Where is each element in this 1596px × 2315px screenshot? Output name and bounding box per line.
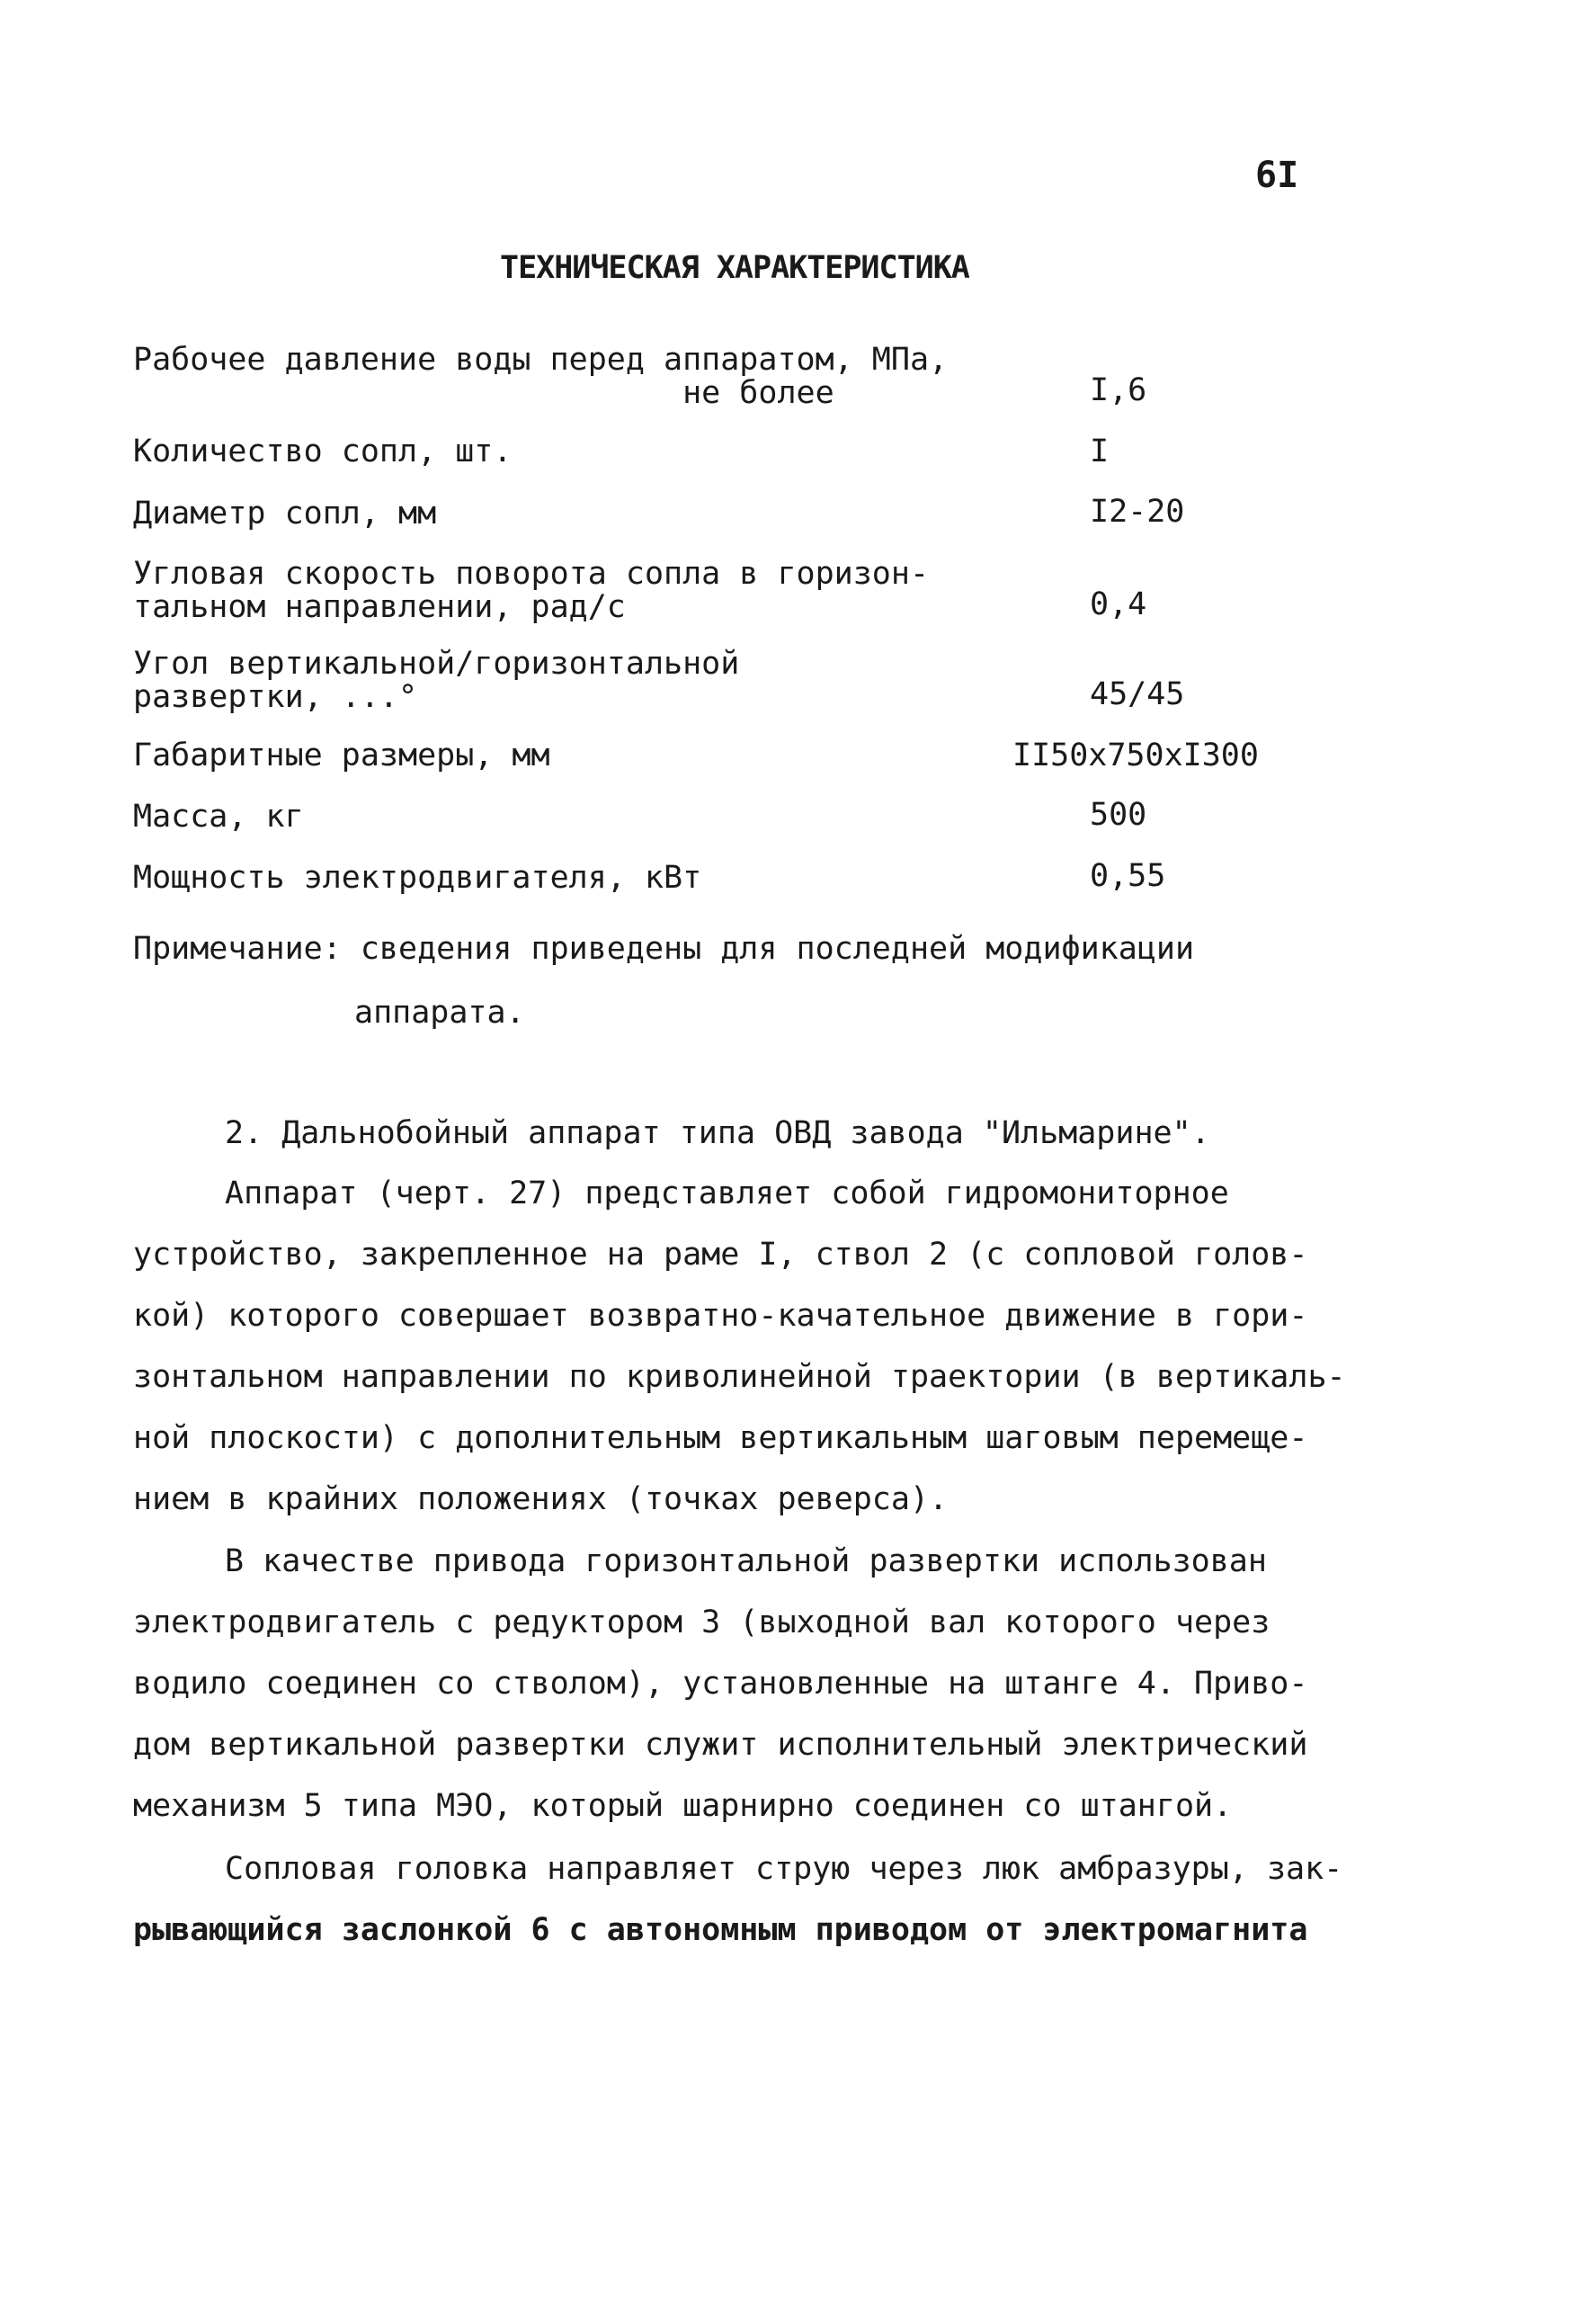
body-line: водило соединен со стволом), установленные на штанге 4. Приво- — [133, 1666, 1308, 1702]
body-line: нием в крайних положениях (точках реверса). — [133, 1481, 949, 1517]
body-line: рывающийся заслонкой 6 с автономным приводом от электромагнита — [133, 1912, 1308, 1948]
spec-value-nozzle-count: I — [1090, 434, 1110, 469]
body-line: электродвигатель с редуктором 3 (выходной вал которого через — [133, 1604, 1271, 1640]
spec-label-dimensions: Габаритные размеры, мм — [133, 737, 550, 773]
spec-value-dimensions: II50x750xI300 — [1012, 737, 1259, 773]
body-line: устройство, закрепленное на раме I, ствол 2 (с сопловой голов- — [133, 1237, 1308, 1273]
section-heading: ТЕХНИЧЕСКАЯ ХАРАКТЕРИСТИКА — [500, 250, 969, 286]
spec-value-sweep-angle: 45/45 — [1090, 676, 1185, 712]
spec-label-nozzle-diameter: Диаметр сопл, мм — [133, 496, 437, 532]
spec-value-mass: 500 — [1090, 797, 1147, 833]
body-line: Аппарат (черт. 27) представляет собой гидромониторное — [225, 1175, 1229, 1211]
spec-label-mass: Масса, кг — [133, 799, 304, 835]
spec-label-pressure: Рабочее давление воды перед аппаратом, МПа, не более — [133, 342, 949, 411]
spec-label-angular-speed: Угловая скорость поворота сопла в горизон- тальном направлении, рад/с — [133, 556, 930, 625]
page-number: 6I — [1255, 155, 1299, 196]
body-line: зонтальном направлении по криволинейной траектории (в вертикаль- — [133, 1359, 1346, 1395]
body-line: механизм 5 типа МЭО, который шарнирно соединен со штангой. — [133, 1788, 1233, 1824]
body-line: ной плоскости) с дополнительным вертикальным шаговым перемеще- — [133, 1420, 1308, 1456]
note-line-1: Примечание: сведения приведены для последней модификации — [133, 931, 1195, 967]
spec-value-motor-power: 0,55 — [1090, 858, 1166, 894]
spec-value-pressure: I,6 — [1090, 372, 1147, 408]
spec-value-angular-speed: 0,4 — [1090, 586, 1147, 622]
spec-label-nozzle-count: Количество сопл, шт. — [133, 434, 513, 469]
body-line: Сопловая головка направляет струю через люк амбразуры, зак- — [225, 1851, 1343, 1887]
body-line: кой) которого совершает возвратно-качательное движение в гори- — [133, 1298, 1308, 1334]
section-subheading: 2. Дальнобойный аппарат типа ОВД завода "Ильмарине". — [225, 1115, 1210, 1151]
spec-label-motor-power: Мощность электродвигателя, кВт — [133, 860, 702, 896]
body-line: дом вертикальной развертки служит исполнительный электрический — [133, 1727, 1308, 1763]
note-line-2: аппарата. — [354, 995, 525, 1031]
body-line: В качестве привода горизонтальной развертки использован — [225, 1543, 1267, 1579]
spec-label-sweep-angle: Угол вертикальной/горизонтальной развертки, ...° — [133, 646, 740, 715]
spec-value-nozzle-diameter: I2-20 — [1090, 494, 1185, 530]
